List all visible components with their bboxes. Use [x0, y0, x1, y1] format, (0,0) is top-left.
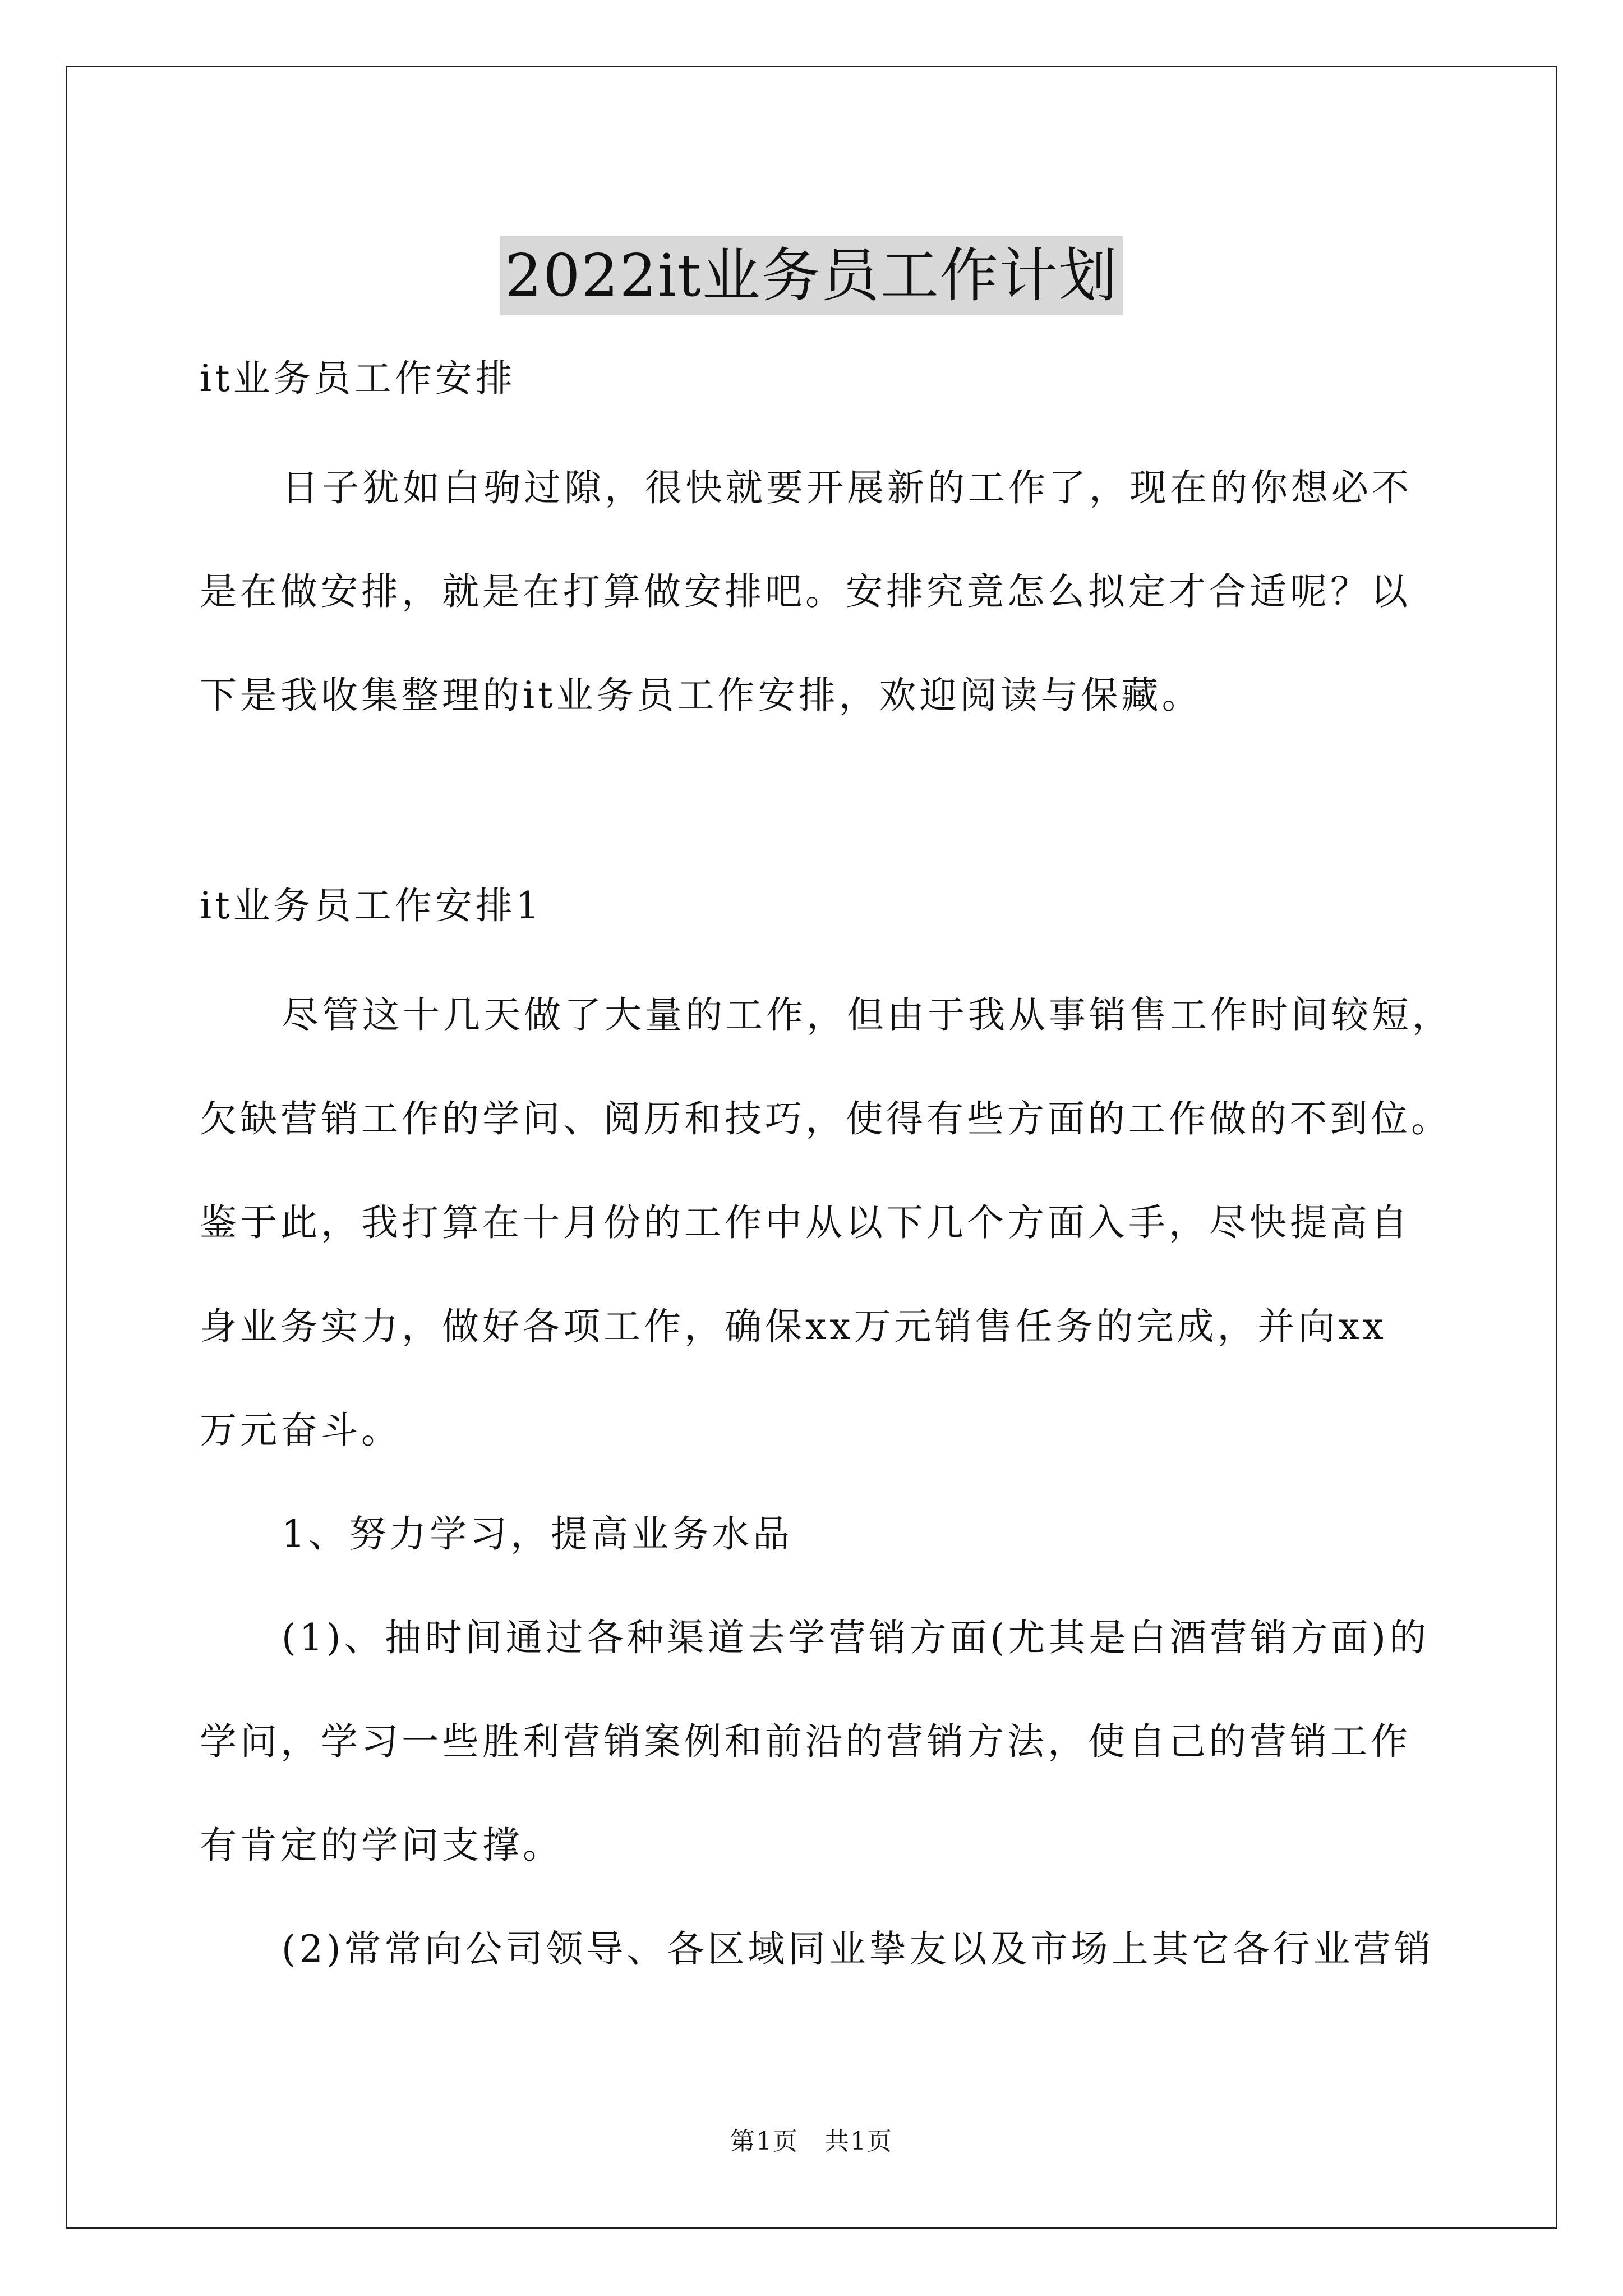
- paragraph-line: 是在做安排，就是在打算做安排吧。安排究竟怎么拟定才合适呢？以: [200, 570, 1411, 613]
- paragraph-line: (2)常常向公司领导、各区域同业挚友以及市场上其它各行业营销: [282, 1927, 1435, 1971]
- document-title: 2022it业务员工作计划: [500, 236, 1123, 315]
- paragraph-line: (1)、抽时间通过各种渠道去学营销方面(尤其是白酒营销方面)的: [282, 1616, 1430, 1659]
- section-heading: it业务员工作安排1: [200, 884, 543, 927]
- paragraph-line: 欠缺营销工作的学问、阅历和技巧，使得有些方面的工作做的不到位。: [200, 1097, 1451, 1140]
- paragraph-line: 日子犹如白驹过隙，很快就要开展新的工作了，现在的你想必不: [282, 466, 1412, 509]
- list-item-heading: 1、努力学习，提高业务水品: [282, 1512, 793, 1556]
- paragraph-line: 学问，学习一些胜利营销案例和前沿的营销方法，使自己的营销工作: [200, 1720, 1411, 1763]
- section-heading: it业务员工作安排: [200, 357, 516, 400]
- paragraph-line: 下是我收集整理的it业务员工作安排，欢迎阅读与保藏。: [200, 674, 1202, 717]
- paragraph-line: 有肯定的学问支撑。: [200, 1824, 563, 1867]
- paragraph-line: 身业务实力，做好各项工作，确保xx万元销售任务的完成，并向xx: [200, 1305, 1387, 1348]
- paragraph-line: 万元奋斗。: [200, 1409, 402, 1452]
- paragraph-line: 鉴于此，我打算在十月份的工作中从以下几个方面入手，尽快提高自: [200, 1201, 1411, 1244]
- title-container: [0, 196, 1623, 354]
- page-footer: 第1页 共1页: [730, 2127, 893, 2156]
- paragraph-line: 尽管这十几天做了大量的工作，但由于我从事销售工作时间较短，: [282, 993, 1453, 1037]
